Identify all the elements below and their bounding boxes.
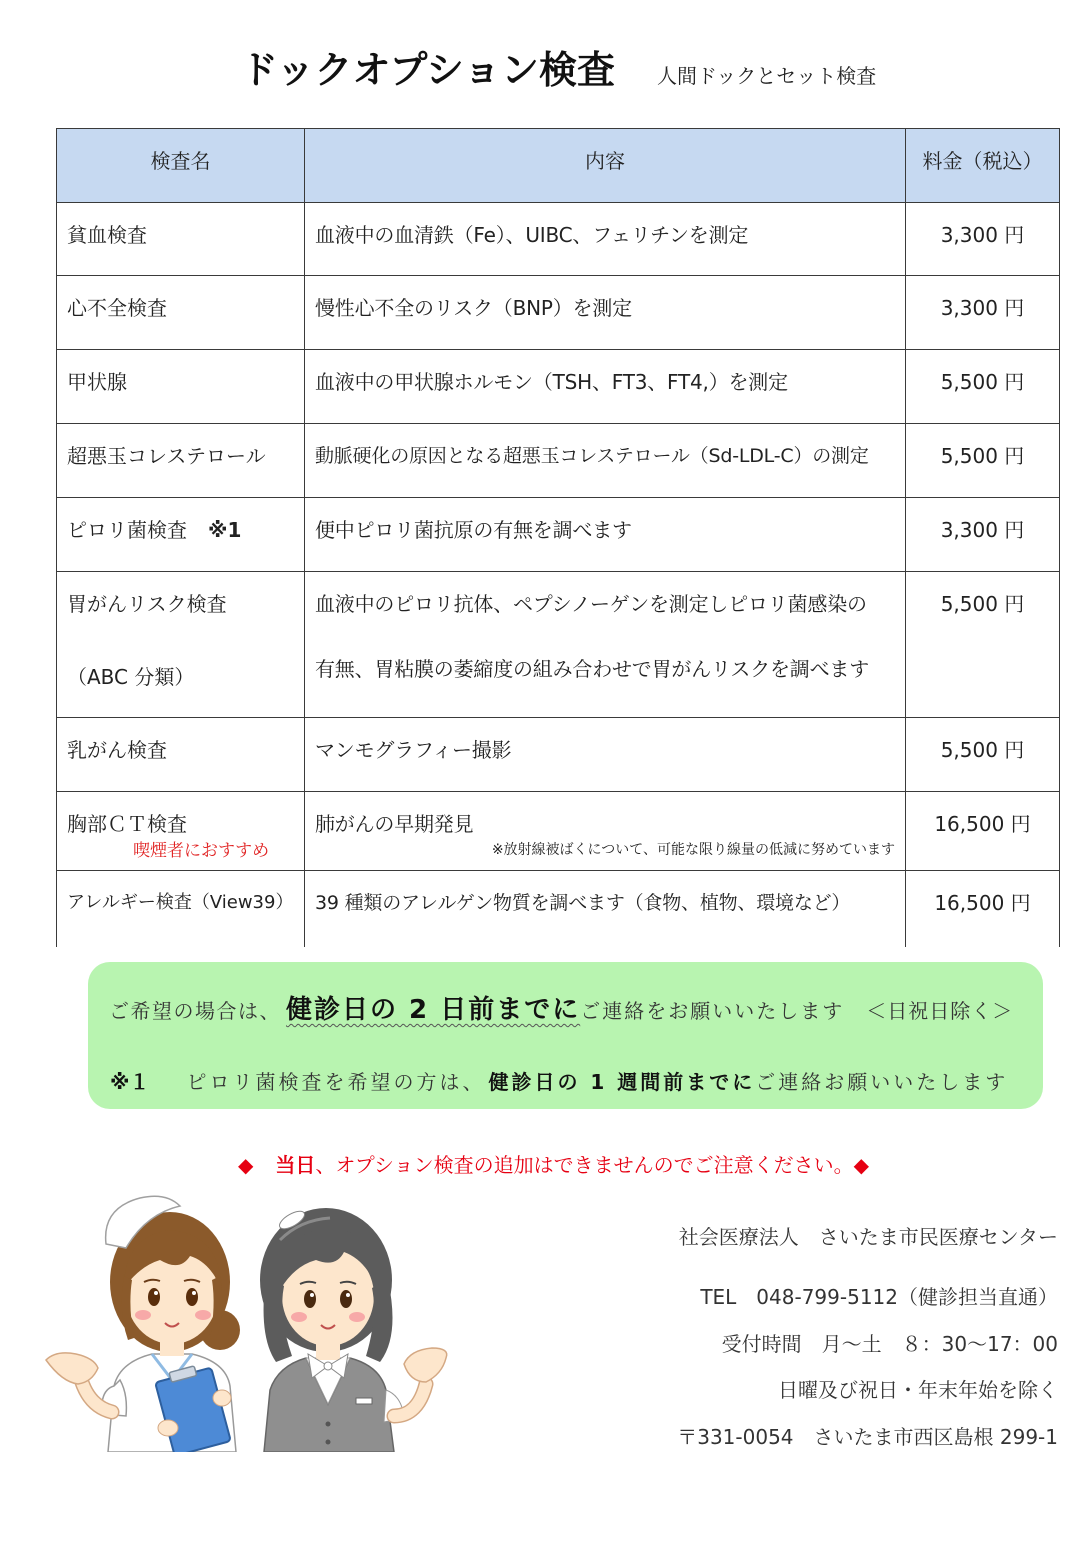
cheek <box>195 1310 211 1320</box>
address: 〒331-0054 さいたま市西区島根 299-1 <box>677 1425 1058 1449</box>
eye <box>148 1288 160 1306</box>
hand <box>158 1420 178 1436</box>
content-line-1: 血液中のピロリ抗体、ペプシノーゲンを測定しピロリ菌感染の <box>315 592 867 616</box>
vest-button <box>326 1422 331 1427</box>
cell-price: 16,500 円 <box>906 871 1060 947</box>
eye-highlight <box>192 1291 196 1295</box>
cell-test-name <box>57 498 305 572</box>
cell-price: 5,500 円 <box>906 572 1060 718</box>
table-row <box>57 350 1060 424</box>
cell-test-name: アレルギー検査（View39） <box>57 871 305 947</box>
table-row <box>57 203 1060 276</box>
footnote-mark: ※1 <box>208 518 242 542</box>
notice-line-1 <box>109 992 1013 1029</box>
cell-content: 血液中の甲状腺ホルモン（TSH、FT3、FT4,）を測定 <box>305 350 906 424</box>
radiation-note: ※放射線被ばくについて、可能な限り線量の低減に努めています <box>491 842 895 858</box>
warning-text: 、オプション検査の追加はできませんのでご注意ください。 <box>315 1153 854 1177</box>
organization-name: 社会医療法人 さいたま市民医療センター <box>678 1225 1058 1249</box>
left-nurse-figure <box>46 1196 240 1452</box>
diamond-right-icon: ◆ <box>853 1153 869 1177</box>
page-subtitle: 人間ドックとセット検査 <box>657 64 877 88</box>
nurses-illustration <box>40 1190 450 1452</box>
page-title: ドックオプション検査 <box>240 48 616 92</box>
bow-knot <box>324 1362 332 1370</box>
cheek <box>135 1310 151 1320</box>
cell-price: 5,500 円 <box>906 350 1060 424</box>
table-row <box>57 871 1060 947</box>
cell-price: 3,300 円 <box>906 203 1060 276</box>
name-tag <box>356 1398 372 1404</box>
cell-test-name: 乳がん検査 <box>57 718 305 792</box>
cheek <box>349 1312 365 1322</box>
eye <box>340 1290 352 1308</box>
eye <box>186 1288 198 1306</box>
content-line-2: 有無、胃粘膜の萎縮度の組み合わせで胃がんリスクを調べます <box>315 657 869 681</box>
notice-line-1-pre: ご希望の場合は、 <box>109 999 281 1023</box>
cell-content <box>305 792 906 871</box>
eye-highlight <box>346 1293 350 1297</box>
cell-test-name: 心不全検査 <box>57 276 305 350</box>
cell-price: 3,300 円 <box>906 276 1060 350</box>
notice-line-1-exclusion: ＜日祝日除く＞ <box>866 999 1014 1023</box>
cell-price: 16,500 円 <box>906 792 1060 871</box>
right-staff-figure <box>260 1208 447 1452</box>
table-row <box>57 424 1060 498</box>
cell-test-name <box>57 572 305 718</box>
cell-content: 便中ピロリ菌抗原の有無を調べます <box>305 498 906 572</box>
cell-content: 39 種類のアレルゲン物質を調べます（食物、植物、環境など） <box>305 871 906 947</box>
telephone: TEL 048-799-5112（健診担当直通） <box>700 1285 1058 1309</box>
notice-line-1-post: ご連絡をお願いいたします <box>580 999 845 1023</box>
notice-line-2 <box>110 1064 1008 1100</box>
same-day-warning <box>238 1150 869 1180</box>
warning-emphasis: 当日 <box>275 1153 316 1177</box>
cell-test-name: 貧血検査 <box>57 203 305 276</box>
vest-button <box>326 1440 331 1445</box>
eye-highlight <box>154 1291 158 1295</box>
reception-hours: 受付時間 月～土 ８：30～17：00 <box>721 1332 1058 1356</box>
eye <box>304 1290 316 1308</box>
header-test-name: 検査名 <box>57 129 305 203</box>
notice-line-2-post: ご連絡お願いいたします <box>755 1070 1009 1094</box>
open-palm <box>404 1348 447 1382</box>
table-row <box>57 276 1060 350</box>
cell-content: 血液中の血清鉄（Fe）、UIBC、フェリチンを測定 <box>305 203 906 276</box>
notice-box <box>88 962 1043 1109</box>
cell-price: 5,500 円 <box>906 424 1060 498</box>
open-palm <box>46 1353 98 1384</box>
notice-line-1-deadline: 健診日の 2 日前までに <box>286 995 581 1025</box>
options-table <box>56 128 1060 947</box>
cell-content: 慢性心不全のリスク（BNP）を測定 <box>305 276 906 350</box>
notice-line-2-pre: ピロリ菌検査を希望の方は、 <box>186 1070 486 1094</box>
table-header-row <box>57 129 1060 203</box>
cell-content <box>305 572 906 718</box>
content-line-1: 肺がんの早期発見 <box>315 812 474 836</box>
eye-highlight <box>310 1293 314 1297</box>
test-name-label: 胸部ＣＴ検査 <box>67 812 187 836</box>
diamond-left-icon: ◆ <box>238 1153 254 1177</box>
cell-content: マンモグラフィー撮影 <box>305 718 906 792</box>
cell-test-name: 超悪玉コレステロール <box>57 424 305 498</box>
cell-test-name: 甲状腺 <box>57 350 305 424</box>
test-name-label: 胃がんリスク検査 <box>67 592 227 616</box>
table-row <box>57 718 1060 792</box>
header-content: 内容 <box>305 129 906 203</box>
hand <box>213 1390 231 1406</box>
cell-price: 5,500 円 <box>906 718 1060 792</box>
test-name-subtitle: （ABC 分類） <box>67 665 195 689</box>
table-row <box>57 498 1060 572</box>
recommendation-note: 喫煙者におすすめ <box>133 841 270 861</box>
notice-line-2-mark: ※１ <box>110 1070 150 1094</box>
header-price: 料金（税込） <box>906 129 1060 203</box>
cheek <box>291 1312 307 1322</box>
cell-price: 3,300 円 <box>906 498 1060 572</box>
notice-line-2-deadline: 健診日の 1 週間前までに <box>488 1070 756 1094</box>
cell-test-name <box>57 792 305 871</box>
table-row <box>57 792 1060 871</box>
table-row <box>57 572 1060 718</box>
test-name-label: ピロリ菌検査 <box>67 518 187 542</box>
cell-content: 動脈硬化の原因となる超悪玉コレステロール（Sd-LDL-C）の測定 <box>305 424 906 498</box>
closed-days: 日曜及び祝日・年末年始を除く <box>778 1378 1058 1402</box>
